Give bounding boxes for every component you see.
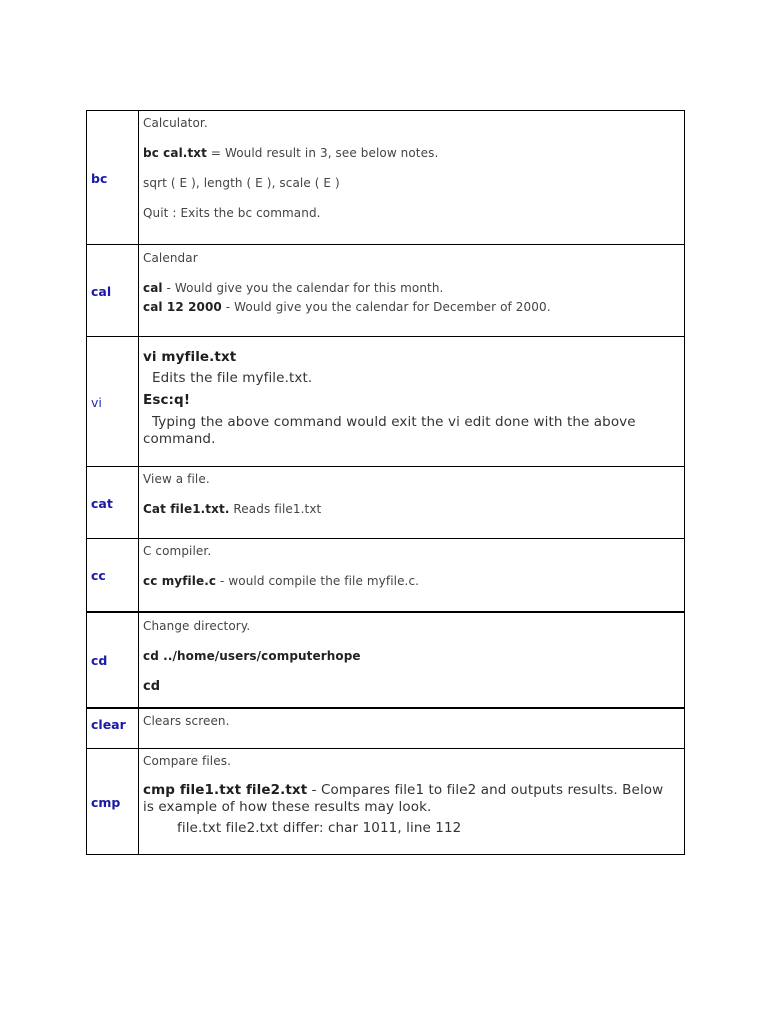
example-command: cmp file1.txt file2.txt [143, 782, 308, 798]
command-example [143, 679, 684, 694]
commands-table [86, 110, 685, 855]
command-name: cc [91, 568, 106, 584]
command-example [143, 146, 684, 160]
command-name: cd [91, 653, 108, 668]
example-command: cal [143, 281, 163, 295]
description-cell [139, 708, 685, 749]
command-example [143, 574, 684, 588]
example-text: Typing the above command would exit the vi edit done with the above command. [143, 414, 636, 447]
command-cell [87, 467, 139, 539]
table-row [87, 708, 685, 749]
description-cell [139, 612, 685, 708]
command-name: bc [91, 171, 108, 186]
command-cell [87, 539, 139, 612]
table-row [87, 337, 685, 467]
description-cell [139, 467, 685, 539]
example-text: - Would give you the calendar for this month. [162, 281, 444, 295]
description-cell [139, 539, 685, 612]
table-row [87, 111, 685, 245]
example-text: - Compares file1 to file2 and outputs results. Below is example of how these results may look. [143, 782, 664, 815]
description-cell [139, 749, 685, 855]
table-row [87, 749, 685, 855]
example-text: - Would give you the calendar for December of 2000. [221, 300, 551, 314]
command-example [143, 281, 684, 295]
description-cell [139, 111, 685, 245]
command-output: file.txt file2.txt differ: char 1011, line 112 [177, 820, 462, 836]
example-command: cd ../home/users/computerhope [143, 648, 361, 663]
command-cell [87, 708, 139, 749]
example-command: bc cal.txt [143, 146, 207, 160]
command-name: clear [91, 716, 126, 732]
example-text: - would compile the file myfile.c. [216, 574, 420, 588]
command-cell [87, 337, 139, 467]
command-cell [87, 245, 139, 337]
command-name: vi [91, 395, 102, 410]
example-text: Edits the file myfile.txt. [152, 370, 313, 386]
command-functions: sqrt ( E ), length ( E ), scale ( E ) [143, 176, 340, 190]
command-example [143, 349, 684, 365]
command-description: C compiler. [143, 544, 212, 558]
table-row [87, 539, 685, 612]
table-row [87, 467, 685, 539]
command-cell [87, 111, 139, 245]
example-text: = Would result in 3, see below notes. [206, 146, 439, 160]
command-example [143, 392, 684, 408]
description-cell [139, 337, 685, 467]
example-command: Esc:q! [143, 392, 191, 408]
command-example [143, 782, 684, 816]
command-name: cmp [91, 795, 121, 810]
description-cell [139, 245, 685, 337]
example-command: Cat file1.txt. [143, 502, 230, 516]
command-description: Calculator. [143, 116, 208, 130]
command-quit-note: Quit : Exits the bc command. [143, 206, 321, 220]
command-description: Compare files. [143, 754, 231, 768]
command-example [143, 502, 684, 516]
example-command: vi myfile.txt [143, 349, 237, 365]
command-example [143, 649, 684, 663]
command-description: View a file. [143, 472, 210, 486]
command-description: Change directory. [143, 618, 251, 633]
command-name: cat [91, 496, 113, 511]
table-row [87, 245, 685, 337]
command-cell [87, 612, 139, 708]
example-command: cc myfile.c [143, 574, 217, 588]
command-example [143, 300, 684, 314]
command-cell [87, 749, 139, 855]
example-command: cal 12 2000 [143, 300, 222, 314]
example-text: Reads file1.txt [229, 502, 322, 516]
example-command: cd [143, 678, 161, 694]
table-row [87, 612, 685, 708]
command-name: cal [91, 284, 112, 299]
command-description: Calendar [143, 251, 198, 265]
command-description: Clears screen. [143, 713, 230, 728]
